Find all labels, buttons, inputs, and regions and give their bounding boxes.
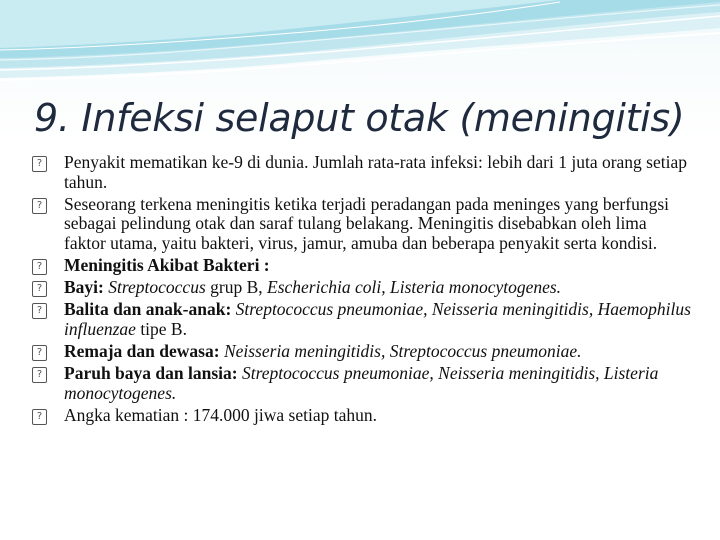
bullet-icon: ? [32,303,47,319]
item-italic-text: Escherichia coli, Listeria monocytogenes. [267,277,562,298]
bullet-icon: ? [32,259,47,275]
page-title: 9. Infeksi selaput otak (meningitis) [34,96,685,140]
item-italic-text: Streptococcus pneumoniae, Neisseria meningitidis, Listeria monocytogenes. [64,362,659,403]
list-item [32,406,692,426]
item-text: Penyakit mematikan ke-9 di dunia. Jumlah rata-rata infeksi: lebih dari 1 juta orang setiap tahun. [64,152,688,192]
bullet-list [32,153,692,428]
item-text: grup B, [210,277,263,298]
bullet-icon: ? [32,198,47,214]
bullet-icon: ? [32,281,47,297]
list-item [32,195,692,254]
decorative-wave-banner [0,0,720,90]
item-text: tipe B. [140,318,187,339]
item-text: Seseorang terkena meningitis ketika terjadi peradangan pada meninges yang berfungsi sebagai pelindung otak dan saraf tulang belakang. Meningitis disebabkan oleh lima faktor utama, yaitu bakteri, virus, jamur, amuba dan beberapa penyakit serta kondisi. [64,193,669,253]
bullet-icon: ? [32,345,47,361]
item-italic-text: Streptococcus [108,277,206,298]
bullet-icon: ? [32,409,47,425]
list-item [32,364,692,403]
bullet-icon: ? [32,367,47,383]
list-item [32,342,692,362]
list-item [32,153,692,192]
list-item [32,300,692,339]
item-text: Angka kematian : 174.000 jiwa setiap tahun. [64,404,377,425]
item-label: Bayi: [64,277,104,298]
item-italic-text: Neisseria meningitidis, Streptococcus pneumoniae. [223,340,582,361]
bullet-icon: ? [32,156,47,172]
list-item [32,256,692,276]
item-italic-text: Streptococcus pneumoniae, Neisseria meningitidis, Haemophilus influenzae [64,299,691,339]
item-label: Paruh baya dan lansia: [64,362,238,383]
item-label: Remaja dan dewasa: [64,340,220,361]
item-label: Meningitis Akibat Bakteri : [64,254,270,275]
list-item [32,278,692,298]
item-label: Balita dan anak-anak: [64,299,232,320]
